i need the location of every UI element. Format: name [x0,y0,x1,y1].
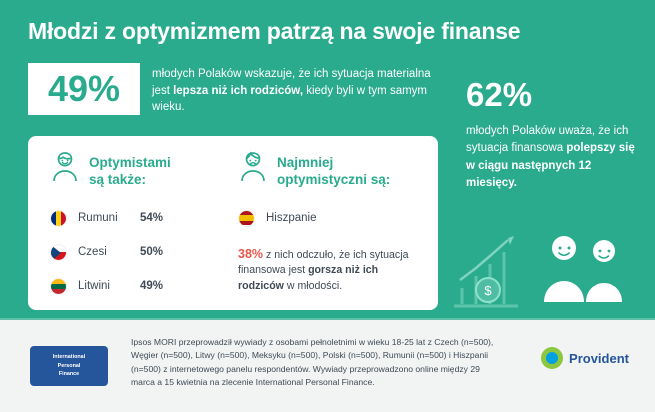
ipf-logo-line2: Personal [57,362,81,369]
svg-text:$: $ [484,283,492,298]
provident-logo-label: Provident [569,350,629,366]
stat-value-62: 62% [466,76,533,113]
flag-czechia-icon [50,244,67,261]
optimists-column [50,150,230,303]
flag-lithuania-icon [50,278,67,295]
stat-value-49: 49% [47,68,121,109]
provident-mark-icon [541,347,563,369]
stat-right-text-bold: polepszy się w ciągu następnych 12 miesięcy. [466,142,635,189]
comparison-panel [28,136,438,310]
provident-logo [541,347,629,369]
optimists-heading [89,150,171,189]
pessimists-note-before: z nich odczuło, że ich sytuacja finansowa jest [238,249,409,277]
footer [0,320,655,412]
country-value: 49% [140,280,164,292]
ipf-logo-line1: International [52,354,86,361]
page-title: Młodzi z optymizmem patrzą na swoje finanse [28,18,521,44]
country-name: Hiszpanie [266,212,317,224]
stat-left-description [152,66,432,116]
pessimists-heading [277,150,390,189]
sad-person-icon [238,150,268,189]
stat-right-text-before: młodych Polaków uważa, że ich sytuacja finansowa [466,125,629,155]
flag-romania-icon [50,210,67,227]
country-name: Litwini [78,280,110,292]
pessimists-note-pct: 38% [238,247,264,261]
stat-left-text-bold: lepsza niż ich rodziców, [173,84,304,97]
stat-left-text-before: młodych Polaków wskazuje, że ich sytuacja materialna jest [152,68,431,97]
country-value: 54% [140,212,164,224]
optimists-heading-line2: są także: [89,172,147,188]
list-item [238,201,424,235]
pessimists-note-bold: gorsza niż ich rodziców [238,264,379,292]
ipf-logo [30,346,108,386]
pessimists-note [238,245,424,294]
optimists-heading-line1: Optymistami [89,155,171,170]
stat-left-text-after: kiedy byli w tym samym wieku. [152,84,427,114]
footer-methodology-text: Ipsos MORI przeprowadził wywiady z osobami pełnoletnimi w wieku 18-25 lat z Czech (n=500), Węgier (n=500), Litwy (n=500), Meksyku (n=500), Polski (n=500), Rumunii (n=500) i Hiszpanii (n=500) z internetowego panelu respondentów. Wywiady przeprowadzono online między 29 marca a 15 kwietnia na zlecenie International Personal Finance. [131,337,494,387]
list-item [50,269,230,303]
ipf-logo-line3: Finance [58,371,80,378]
optimists-header [50,150,230,189]
stat-right-description [466,123,636,192]
list-item [50,201,230,235]
pessimists-note-after: w młodości. [283,279,343,292]
country-name: Czesi [78,246,107,258]
smiling-person-icon [50,150,80,189]
country-name: Rumuni [78,212,118,224]
pessimists-header [238,150,424,189]
pessimists-heading-line2: optymistyczni są: [277,172,391,188]
list-item [50,235,230,269]
pessimists-heading-line1: Najmniej [277,155,334,170]
country-value: 50% [140,246,164,258]
flag-spain-icon [238,210,255,227]
pessimists-column [238,150,424,294]
stat-badge-49 [28,63,140,115]
growth-chart-and-people-illustration [452,218,642,314]
stat-block-62 [466,78,636,192]
